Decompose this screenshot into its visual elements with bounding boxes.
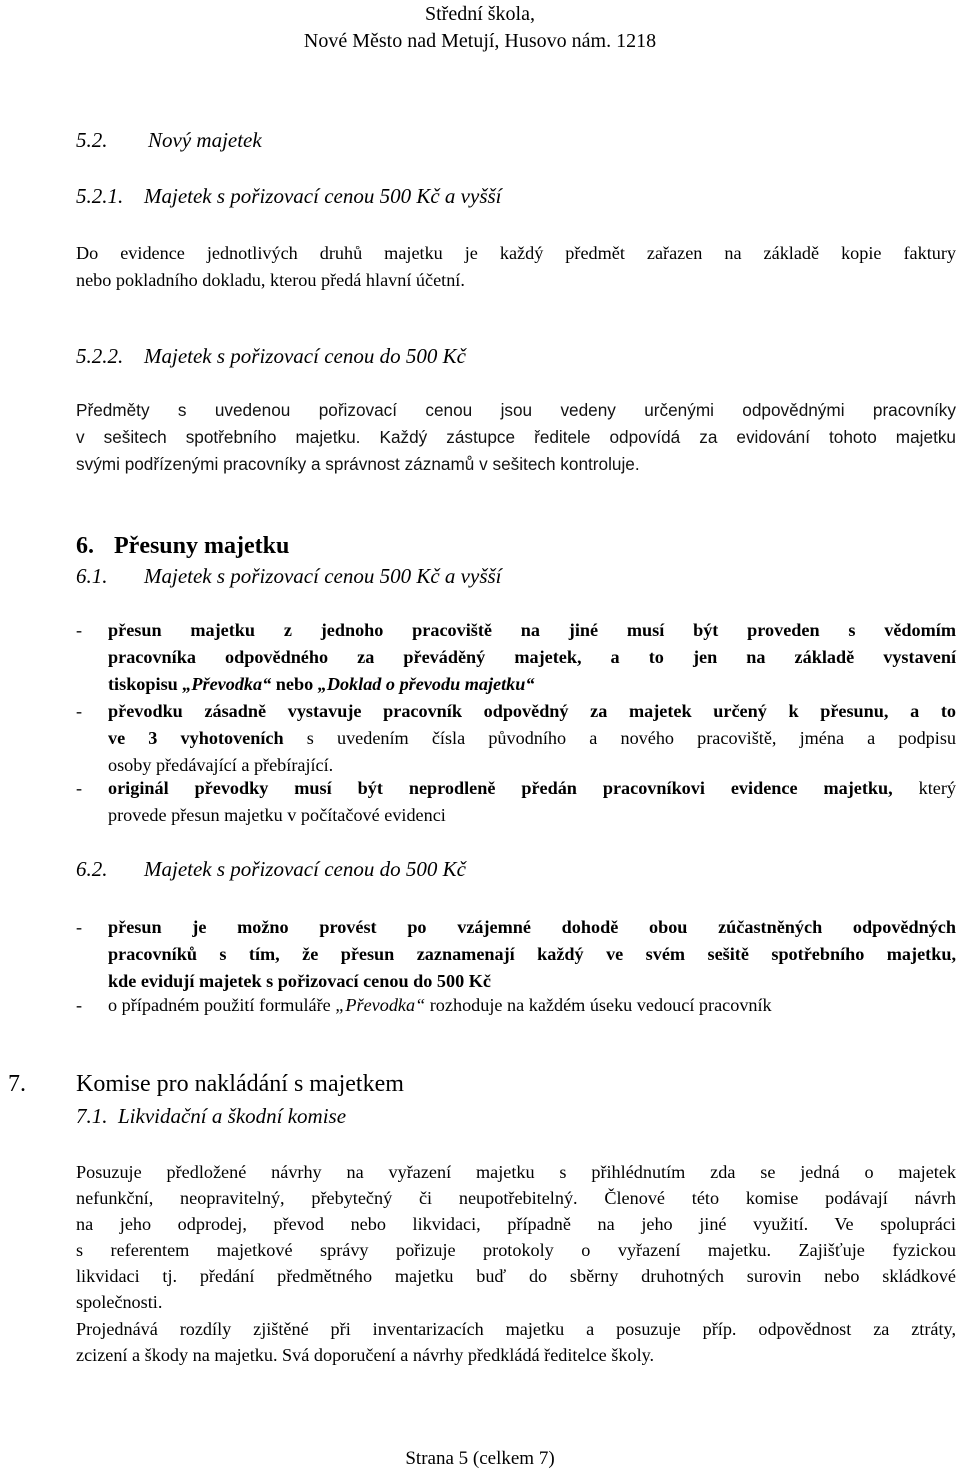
heading-title: Nový majetek [148,128,262,152]
paragraph-5-2-1 [76,240,956,294]
list-line [108,725,956,752]
heading-title: Majetek s pořizovací cenou do 500 Kč [144,344,466,368]
text-span: „Převodka“ [182,674,272,694]
text-span: ve 3 vyhotoveních [108,728,284,748]
list-line: pracovníka odpovědného za převáděný majetek, a to jen na základě vystavení [108,647,956,667]
heading-number: 6.2. [76,857,108,881]
paragraph-line: nefunkční, neopravitelný, přebytečný či neupotřebitelný. Členové této komise podávají návrh [76,1188,956,1208]
list-item [76,992,956,1019]
text-span: rozhoduje na každém úseku vedoucí pracovník [425,995,772,1015]
paragraph-line: Posuzuje předložené návrhy na vyřazení majetku s přihlédnutím zda se jedná o majetek [76,1162,956,1182]
heading-title: Likvidační a škodní komise [118,1104,347,1128]
paragraph-line: Předměty s uvedenou pořizovací cenou jsou vedeny určenými odpovědnými pracovníky [76,400,956,420]
text-span: tiskopisu [108,674,183,694]
text-span: s uvedením čísla původního a nového pracoviště, jména a podpisu [283,728,956,748]
list-line [108,992,956,1019]
heading-title: Majetek s pořizovací cenou 500 Kč a vyšší [144,564,502,588]
paragraph-line: likvidaci tj. předání předmětného majetku buď do sběrny druhotných surovin nebo skládkové [76,1266,956,1286]
text-span: originál převodky musí být neprodleně předán pracovníkovi evidence majetku, [108,778,893,798]
heading-6-2 [76,857,466,882]
heading-5-2-2 [76,344,466,369]
heading-title: Komise pro nakládání s majetkem [76,1071,404,1097]
heading-number: 6.1. [76,564,108,588]
list-line: provede přesun majetku v počítačové evidenci [108,805,446,825]
heading-5-2 [76,128,262,153]
paragraph-line: na jeho odprodej, převod nebo likvidaci, případně na jeho jiné využití. Ve spolupráci [76,1214,956,1234]
footer-page-number: Strana 5 (celkem 7) [405,1448,555,1469]
text-span: „Doklad o převodu majetku“ [317,674,535,694]
paragraph-line: nebo pokladního dokladu, kterou předá hlavní účetní. [76,270,465,290]
paragraph-7-1-a [76,1159,956,1315]
list-line: převodku zásadně vystavuje pracovník odpovědný za majetek určený k přesunu, a to [108,701,956,721]
paragraph-7-1-b [76,1316,956,1368]
header-school-address: Nové Město nad Metují, Husovo nám. 1218 [303,30,657,52]
heading-title: Přesuny majetku [114,533,290,559]
paragraph-line [76,424,956,451]
paragraph-line: společnosti. [76,1292,163,1312]
list-dash: - [76,620,83,640]
list-item [76,775,956,829]
text-span: o případném použití formuláře [108,995,336,1015]
paragraph-line: svými podřízenými pracovníky a správnost záznamů v sešitech kontroluje. [76,454,640,474]
list-line: přesun je možno provést po vzájemné dohodě obou zúčastněných odpovědných [108,917,956,937]
text-span: v sešitech spotřebního majetku. [76,427,361,447]
list-line [108,775,956,802]
heading-number: 6. [76,533,94,559]
paragraph-line: Do evidence jednotlivých druhů majetku je každý předmět zařazen na základě kopie faktury [76,243,956,263]
paragraph-line: s referentem majetkové správy pořizuje protokoly o vyřazení majetku. Zajišťuje fyzickou [76,1240,956,1260]
list-dash: - [76,917,83,937]
heading-6 [76,533,289,560]
list-line: kde evidují majetek s pořizovací cenou do 500 Kč [108,971,491,991]
paragraph-line: zcizení a škody na majetku. Svá doporučení a návrhy předkládá ředitelce školy. [76,1345,655,1365]
list-item [76,617,956,698]
header-school-name: Střední škola, [425,3,535,25]
list-line: přesun majetku z jednoho pracoviště na jiné musí být proveden s vědomím [108,620,956,640]
heading-number: 5.2. [76,128,108,152]
paragraph-line: Projednává rozdíly zjištěné při inventarizacích majetku a posuzuje příp. odpovědnost za ztráty, [76,1319,956,1339]
list-line: pracovníků s tím, že přesun zaznamenají každý ve svém sešitě spotřebního majetku, [108,944,956,964]
text-span: „Převodka“ [335,995,426,1015]
list-dash: - [76,995,83,1015]
list-item [76,698,956,779]
heading-7 [8,1071,404,1098]
heading-title: Majetek s pořizovací cenou 500 Kč a vyšší [144,184,502,208]
heading-6-1 [76,564,502,589]
heading-5-2-1 [76,184,502,209]
list-line: osoby předávající a přebírající. [108,755,334,775]
list-line [108,671,956,698]
list-dash: - [76,778,83,798]
heading-number: 5.2.1. [76,184,124,208]
text-span: nebo [271,674,318,694]
heading-title: Majetek s pořizovací cenou do 500 Kč [144,857,466,881]
paragraph-5-2-2 [76,397,956,478]
heading-number: 7. [8,1071,26,1097]
list-dash: - [76,701,83,721]
list-item [76,914,956,995]
heading-number: 5.2.2. [76,344,124,368]
text-span: Každý zástupce ředitele odpovídá za evidování tohoto majetku [379,427,956,447]
text-span: který [892,778,956,798]
heading-7-1 [76,1104,346,1129]
heading-number: 7.1. [76,1104,108,1128]
